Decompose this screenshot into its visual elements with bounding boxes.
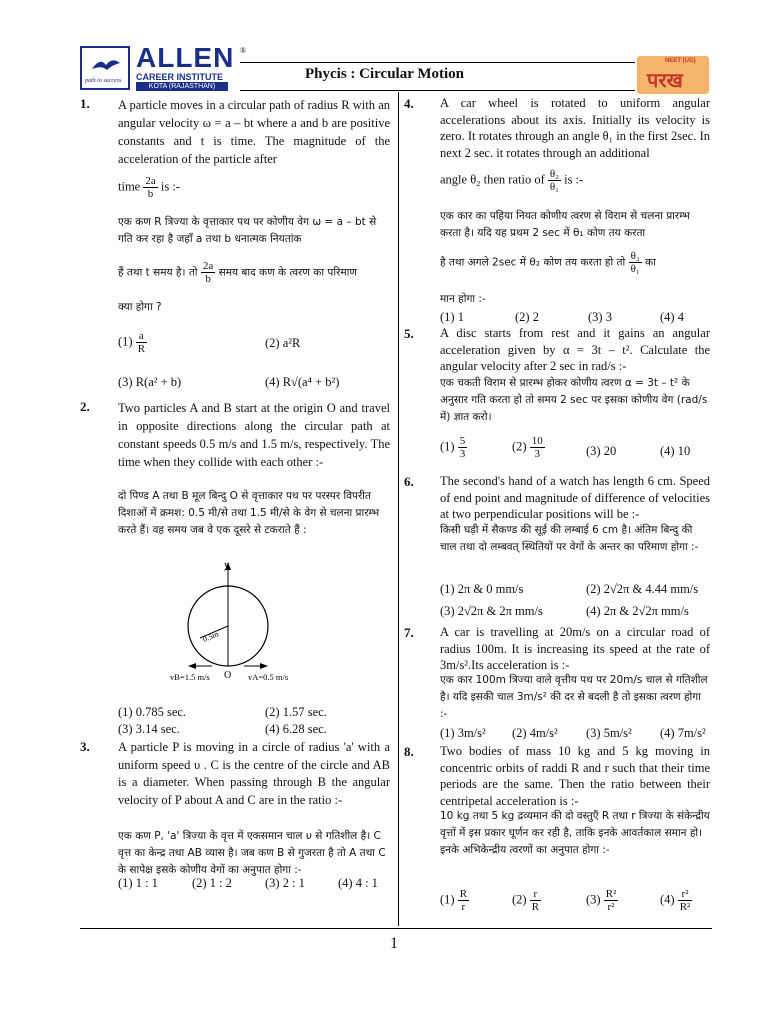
option-label: (2) xyxy=(512,439,527,454)
logo-name: ALLEN xyxy=(136,42,235,73)
option-4[interactable]: (4) 6.28 sec. xyxy=(265,722,327,736)
question-text-en: A car is travelling at 20m/s on a circular road of radius 100m. It is increasing its speed at the rate of 3m/s².Its acceleration is :- xyxy=(440,625,710,672)
option-1[interactable] xyxy=(118,330,147,355)
column-divider xyxy=(398,92,399,926)
question-number: 5. xyxy=(404,326,414,341)
question-text-en: The second's hand of a watch has length 6 cm. Speed of end point and magnitude of difference of velocities at two perpendicular positions will be :- xyxy=(440,474,710,521)
option-4[interactable]: (4) 10 xyxy=(660,444,691,458)
denominator: r² xyxy=(607,901,615,913)
question-text-en: A particle moves in a circular path of radius R with an angular velocity ω = a – bt where a and b are positive constants and t is time. The magnitude of the acceleration of the particle after xyxy=(118,98,390,166)
question-text-en: A particle P is moving in a circle of radius 'a' with a uniform speed υ . C is the centre of the circle and AB is a diameter. When passing through B the angular velocity of P about A and C are in the ratio :- xyxy=(118,740,390,807)
numerator: θ₂ xyxy=(549,168,559,180)
question-number: 3. xyxy=(80,739,90,754)
question-text-en: Two particles A and B start at the origin O and travel in opposite directions along the circular path at constant speeds 0.5 m/s and 1.5 m/s, respectively. The time when they collide with each other :- xyxy=(118,401,390,469)
registered-mark: ® xyxy=(240,46,247,55)
radius-label: 0.5m xyxy=(201,629,220,644)
fraction xyxy=(678,888,693,913)
numerator: R² xyxy=(605,888,617,900)
denominator: b xyxy=(205,273,211,285)
option-1[interactable]: (1) 3m/s² xyxy=(440,726,486,740)
text-fragment: का xyxy=(645,256,656,269)
question-number: 8. xyxy=(404,744,414,759)
text-fragment: है तथा अगले 2sec में θ₂ कोण तय करता हो तो xyxy=(440,256,626,269)
vb-arrowhead xyxy=(188,663,196,669)
header-rule-top xyxy=(240,62,635,63)
logo-city: KOTA (RAJASTHAN) xyxy=(136,82,228,91)
page-number: 1 xyxy=(390,935,398,952)
header-rule-bottom xyxy=(240,90,635,91)
numerator: 10 xyxy=(531,435,543,447)
denominator: θ₁ xyxy=(549,181,559,193)
fraction xyxy=(201,260,215,285)
question-text-hi: दो पिण्ड A तथा B मूल बिन्दु O से वृत्ताकार पथ पर परस्पर विपरीत दिशाओं में क्रमश: 0.5 मी/से तथा 1.5 मी/से के वेग से चलना प्रारम्भ करते हैं। वह समय जब वे एक दूसरे से टकराते हैं : xyxy=(118,490,380,536)
question-number: 6. xyxy=(404,474,414,489)
option-3[interactable] xyxy=(586,888,618,913)
option-4[interactable]: (4) 4 xyxy=(660,310,684,324)
fraction xyxy=(143,175,157,200)
option-2[interactable]: (2) 1 : 2 xyxy=(192,876,232,890)
va-label: vA=0.5 m/s xyxy=(248,672,289,682)
option-2[interactable]: (2) 2 xyxy=(515,310,539,324)
va-arrowhead xyxy=(260,663,268,669)
denominator: 3 xyxy=(534,448,540,460)
option-label: (1) xyxy=(118,334,133,349)
fraction xyxy=(629,250,642,275)
denominator: R² xyxy=(679,901,691,913)
option-1[interactable]: (1) 2π & 0 mm/s xyxy=(440,582,524,596)
fraction xyxy=(530,888,541,913)
denominator: r xyxy=(461,901,466,913)
numerator: 2a xyxy=(202,260,214,272)
option-2[interactable] xyxy=(512,888,541,913)
question-text-en-frac xyxy=(440,168,583,193)
question-text-hi: एक कण R त्रिज्या के वृत्ताकार पथ पर कोणीय वेग ω = a – bt से गति कर रहा है जहाँ a तथा b धनात्मक नियतांक xyxy=(118,216,377,245)
text-fragment: time xyxy=(118,179,141,194)
option-3[interactable]: (3) 2 : 1 xyxy=(265,876,305,890)
question-text-en: Two bodies of mass 10 kg and 5 kg moving in concentric orbits of raddi R and r such that their time periods are the same. Then the ratio between their centripetal acceleration is :- xyxy=(440,744,710,808)
question-number: 2. xyxy=(80,399,90,414)
question-text-hi: क्या होगा ? xyxy=(118,301,162,313)
question-text-en-frac xyxy=(118,175,180,200)
circle-diagram xyxy=(160,558,320,688)
neet-parakh-badge xyxy=(637,56,709,94)
option-2[interactable]: (2) 1.57 sec. xyxy=(265,705,327,719)
question-text-hi: मान होगा :- xyxy=(440,293,486,305)
question-text-hi: एक कार 100m त्रिज्या वाले वृत्तीय पथ पर 20m/s चाल से गतिशील है। यदि इसकी चाल 3m/s² की दर से बदली है तो इसका त्वरण होगा :- xyxy=(440,674,708,720)
allen-logo xyxy=(80,42,238,90)
question-text-en: A car wheel is rotated to uniform angular accelerations about its axis. Initially its velocity is zero. It rotates through an angle θ₁ in the first 2sec. In next 2 sec. it rotates through an additional xyxy=(440,96,710,160)
numerator: a xyxy=(136,330,147,343)
numerator: R xyxy=(459,888,468,900)
option-1[interactable] xyxy=(440,888,469,913)
question-number: 4. xyxy=(404,96,414,111)
question-text-hi: एक कार का पहिया नियत कोणीय त्वरण से विराम से चलना प्रारम्भ करता है। यदि यह प्रथम 2 sec में θ₁ कोण तय करता xyxy=(440,210,690,239)
fraction xyxy=(458,435,468,460)
numerator: 2a xyxy=(145,175,156,187)
option-4[interactable]: (4) 4 : 1 xyxy=(338,876,378,890)
text-fragment: हैं तथा t समय है। तो xyxy=(118,266,198,279)
option-label: (4) xyxy=(660,892,675,907)
option-1[interactable]: (1) 1 : 1 xyxy=(118,876,158,890)
numerator: θ₂ xyxy=(630,250,640,262)
denominator: R xyxy=(531,901,540,913)
question-text-hi: एक चकती विराम से प्रारम्भ होकर कोणीय त्वरण α = 3t – t² के अनुसार गति करता हो तो समय 2 sec पर इसका कोणीय वेग (rad/s में) ज्ञात करो। xyxy=(440,377,708,423)
option-1[interactable]: (1) 1 xyxy=(440,310,464,324)
question-text-hi: 10 kg तथा 5 kg द्रव्यमान की दो वस्तुएँ R तथा r त्रिज्या के संकेन्द्रीय वृत्तों में इस प्रकार घूर्णन कर रही है, ताकि इनके आवर्तकाल समान हो। इनके अभिकेन्द्रीय त्वरणों का अनुपात होगा :- xyxy=(440,810,710,856)
fraction xyxy=(548,168,561,193)
logo-tagline: path to success xyxy=(85,78,122,84)
question-text-hi: किसी घड़ी में सैकण्ड की सूई की लम्बाई 6 cm है। अंतिम बिन्दु की चाल तथा दो लम्बवत् स्थितियों पर वेगों के अन्तर का परिमाण होगा :- xyxy=(440,524,699,553)
option-3[interactable]: (3) 20 xyxy=(586,444,617,458)
question-text-hi: एक कण P, 'a' त्रिज्या के वृत्त में एकसमान चाल υ से गतिशील है। C वृत्त का केन्द्र तथा AB व्यास है। जब कण B से गुजरता है तो A तथा C के सापेक्ष इसके कोणीय वेगों का अनुपात होगा :- xyxy=(118,830,386,876)
option-2[interactable] xyxy=(512,435,545,460)
option-label: (1) xyxy=(440,892,455,907)
option-4[interactable]: (4) R√(a⁴ + b²) xyxy=(265,375,340,389)
numerator: r² xyxy=(678,888,693,901)
text-fragment: समय बाद कण के त्वरण का परिमाण xyxy=(218,266,357,279)
denominator: 3 xyxy=(459,448,466,460)
option-3[interactable]: (3) 3 xyxy=(588,310,612,324)
vb-label: vB=1.5 m/s xyxy=(170,672,210,682)
text-fragment: angle θ₂ then ratio of xyxy=(440,172,545,187)
numerator: r xyxy=(530,888,541,901)
option-1[interactable]: (1) 0.785 sec. xyxy=(118,705,187,719)
logo-emblem xyxy=(80,46,130,90)
option-label: (1) xyxy=(440,439,455,454)
option-label: (3) xyxy=(586,892,601,907)
option-label: (2) xyxy=(512,892,527,907)
badge-main: परख xyxy=(647,70,683,92)
option-1[interactable] xyxy=(440,435,467,460)
text-fragment: is :- xyxy=(564,172,584,187)
fraction xyxy=(530,435,545,460)
numerator: 5 xyxy=(459,435,466,447)
y-label: y xyxy=(224,560,229,571)
denominator: R xyxy=(137,343,146,355)
footer-rule xyxy=(80,928,712,929)
denominator: b xyxy=(147,188,154,200)
question-text-hi-frac xyxy=(118,260,390,285)
option-2[interactable]: (2) 2√2π & 4.44 mm/s xyxy=(586,582,699,596)
option-4[interactable]: (4) 2π & 2√2π mm/s xyxy=(586,604,689,618)
fraction xyxy=(604,888,619,913)
option-3[interactable]: (3) 3.14 sec. xyxy=(118,722,180,736)
option-3[interactable]: (3) 5m/s² xyxy=(586,726,632,740)
option-4[interactable]: (4) 7m/s² xyxy=(660,726,706,740)
page-header xyxy=(80,42,712,92)
logo-subtitle: CAREER INSTITUTE xyxy=(136,72,224,82)
option-4[interactable] xyxy=(660,888,692,913)
question-number: 7. xyxy=(404,625,414,640)
option-2[interactable]: (2) a²R xyxy=(265,336,301,350)
text-fragment: is :- xyxy=(160,179,180,194)
option-3[interactable]: (3) 2√2π & 2π mm/s xyxy=(440,604,543,618)
denominator: θ₁ xyxy=(630,263,640,275)
option-2[interactable]: (2) 4m/s² xyxy=(512,726,558,740)
question-text-en: A disc starts from rest and it gains an angular acceleration given by α = 3t – t². Calculate the angular velocity after 2 sec in rad/s :- xyxy=(440,326,710,373)
origin-label: O xyxy=(224,670,232,681)
bird-icon xyxy=(90,55,122,75)
page-title: Phycis : Circular Motion xyxy=(305,66,465,82)
fraction xyxy=(458,888,469,913)
option-3[interactable]: (3) R(a² + b) xyxy=(118,375,182,389)
badge-top: NEET (UG) xyxy=(665,58,696,64)
question-number: 1. xyxy=(80,96,90,111)
fraction xyxy=(136,330,147,355)
question-text-hi-frac xyxy=(440,250,715,275)
